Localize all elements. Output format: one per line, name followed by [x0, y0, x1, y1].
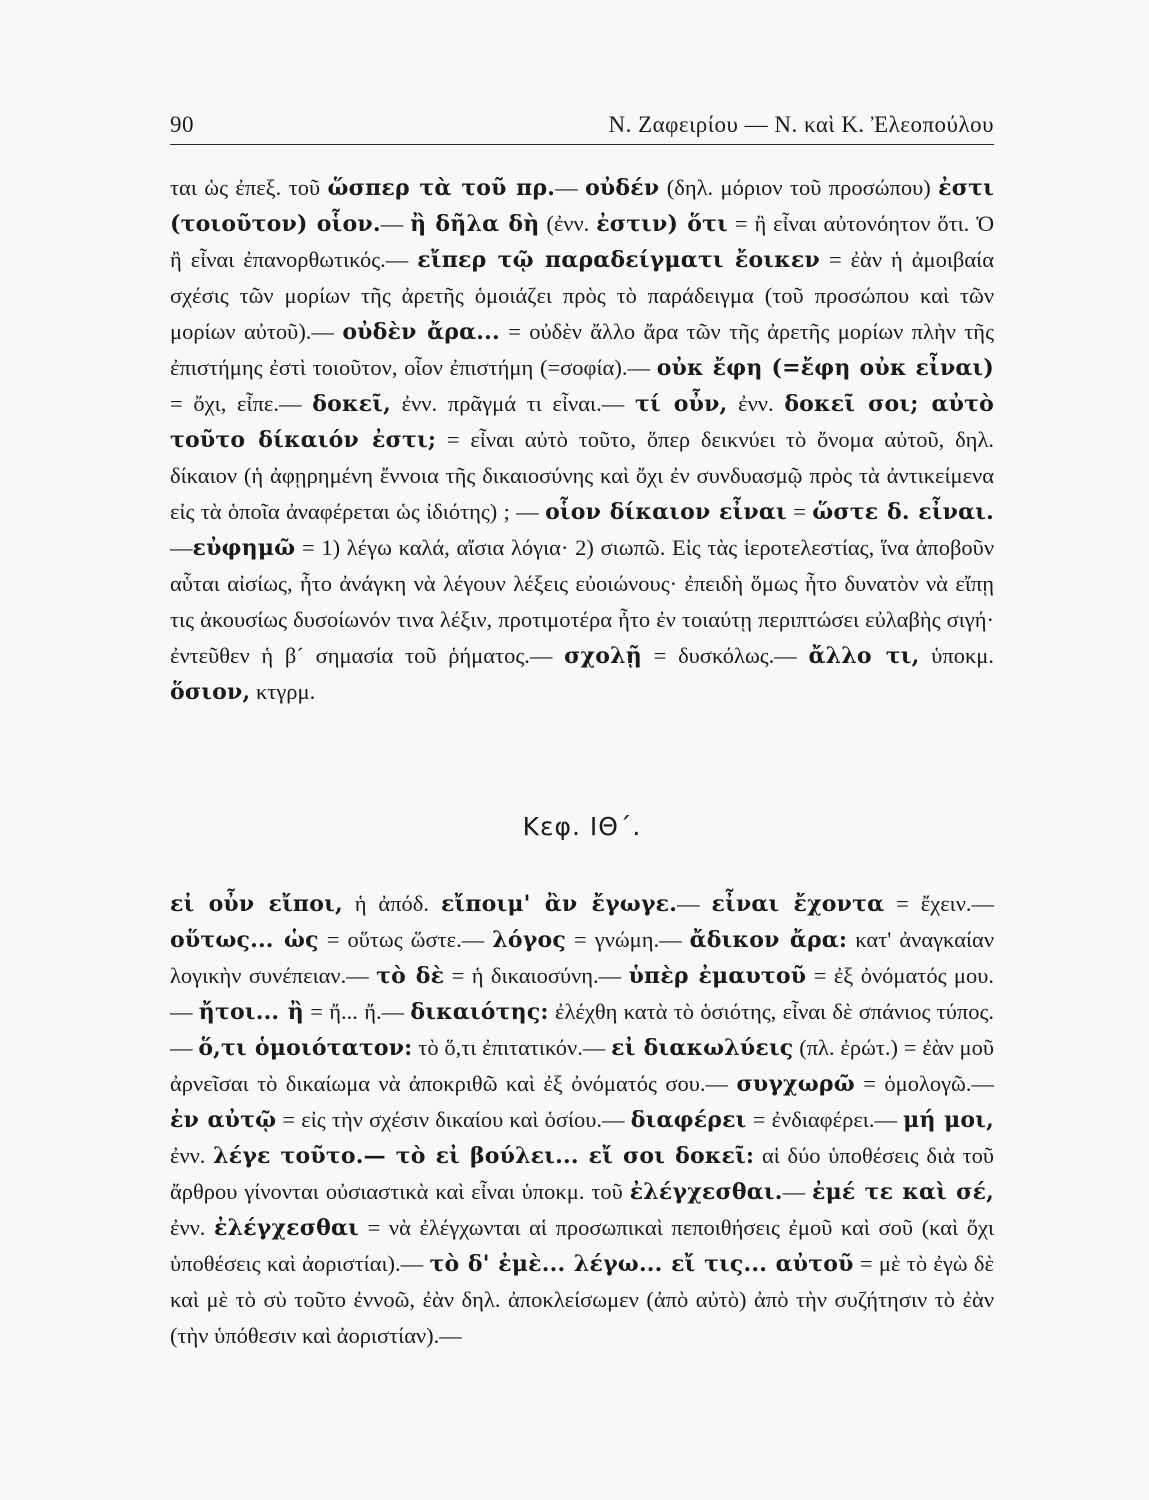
- commentary-paragraph-2: [170, 886, 994, 1354]
- commentary-section-2: [170, 886, 994, 1354]
- lemma-text: ἤτοι... ἢ: [198, 999, 305, 1025]
- gloss-text: (πλ. ἐρώτ.) = ἐὰν μοῦ ἀρνεῖσαι τὸ δικαίωμα νὰ ἀποκριθῶ καὶ ἐξ ὀνόματός σου.—: [170, 1035, 994, 1096]
- gloss-text: = ὄχι, εἶπε.—: [170, 391, 313, 416]
- lemma-text: οἷον δίκαιον εἶναι: [545, 499, 787, 525]
- gloss-text: = 1) λέγω καλά, αἴσια λόγια· 2) σιωπῶ. Εἰς τὰς ἱεροτελεστίας, ἵνα ἀποβοῦν αὗται αἰσίως, ἦτο ἀνάγκη νὰ λέγουν λέξεις εὐοιώνους· ἐπειδὴ ὅμως ἦτο δυνατὸν νὰ εἴπῃ τις ἀκουσίως δυσοίωνόν τινα λέξιν, προτιμοτέρα ἦτο ἐν τοιαύτῃ περιπτώσει εὐλαβὴς σιγή· ἐντεῦθεν ἡ β´ σημασία τοῦ ῥήματος.—: [170, 535, 994, 668]
- gloss-text: ὑποκμ.: [919, 643, 994, 668]
- lemma-text: ὥσπερ τὰ τοῦ πρ.: [327, 175, 556, 201]
- gloss-text: = οὐδὲν ἄλλο ἄρα τῶν τῆς ἀρετῆς μορίων πλὴν τῆς ἐπιστήμης ἐστὶ τοιοῦτον, οἷον ἐπιστήμη (=σοφία).—: [170, 319, 994, 380]
- gloss-text: ἐνν. πρᾶγμά τι εἶναι.—: [390, 391, 635, 416]
- lemma-text: δικαιότης:: [410, 999, 549, 1025]
- gloss-text: = ἢ εἶναι αὐτονόητον ὅτι. Ὁ ἢ εἶναι ἐπανορθωτικός.—: [170, 211, 995, 272]
- lemma-text: ἐλέγχεσθαι: [214, 1215, 360, 1241]
- lemma-text: δοκεῖ,: [312, 391, 391, 417]
- lemma-text: ἄλλο τι,: [808, 643, 920, 669]
- gloss-text: —: [555, 175, 586, 200]
- gloss-text: ἐνν.: [727, 391, 785, 416]
- lemma-text: ἐμέ τε καὶ σέ,: [812, 1179, 995, 1205]
- gloss-text: ἐλέχθη κατὰ τὸ ὁσιότης, εἶναι δὲ σπάνιος τύπος.—: [170, 999, 994, 1060]
- lemma-text: ὅσιον,: [170, 679, 251, 705]
- lemma-text: τὸ δὲ: [376, 963, 445, 989]
- lemma-text: εἴποιμ' ἂν ἔγωγε.: [440, 891, 678, 917]
- lemma-text: ὥστε δ. εἶναι.: [812, 499, 994, 525]
- lemma-text: συγχωρῶ: [736, 1071, 855, 1097]
- commentary-section-1: [170, 170, 994, 710]
- lemma-text: σχολῇ: [564, 643, 642, 669]
- gloss-text: (δηλ. μόριον τοῦ προσώπου): [659, 175, 939, 200]
- gloss-text: = οὕτως ὥστε.—: [318, 927, 493, 952]
- lemma-text: ἢ δῆλα δὴ: [410, 211, 540, 237]
- lemma-text: τί οὖν,: [634, 391, 728, 417]
- gloss-text: = ἐὰν ἡ ἀμοιβαία σχέσις τῶν μορίων τῆς ἀρετῆς ὁμοιάζει πρὸς τὸ παράδειγμα (τοῦ προσώπου καὶ τῶν μορίων αὐτοῦ).—: [170, 247, 994, 344]
- chapter-heading: Κεφ. ΙΘ΄.: [522, 812, 642, 841]
- gloss-text: = γνώμη.—: [565, 927, 690, 952]
- lemma-text: οὐκ ἔφη (=ἔφη οὐκ εἶναι): [656, 355, 994, 381]
- gloss-text: ται ὡς ἐπεξ. τοῦ: [170, 175, 328, 200]
- gloss-text: = νὰ ἐλέγχωνται αἱ προσωπικαὶ πεποιθήσεις ἐμοῦ καὶ σοῦ (καὶ ὄχι ὑποθέσεις καὶ ἀοριστίαι).—: [170, 1215, 994, 1276]
- header-rule: [170, 144, 994, 145]
- gloss-text: αἱ δύο ὑποθέσεις διὰ τοῦ ἄρθρου γίνονται οὐσιαστικὰ καὶ εἶναι ὑποκμ. τοῦ: [170, 1143, 995, 1204]
- gloss-text: = ἤ... ἤ.—: [304, 999, 411, 1024]
- gloss-text: = ἔχειν.—: [884, 891, 994, 916]
- gloss-text: —: [380, 211, 411, 236]
- gloss-text: = ἡ δικαιοσύνη.—: [444, 963, 629, 988]
- lemma-text: οὐδὲν ἄρα...: [342, 319, 500, 345]
- lemma-text: εὐφημῶ: [192, 535, 296, 561]
- gloss-text: ἡ ἀπόδ.: [342, 891, 441, 916]
- lemma-text: οὕτως... ὡς: [170, 927, 319, 953]
- lemma-text: τὸ δ' ἐμὲ... λέγω... εἴ τις... αὐτοῦ: [429, 1251, 854, 1277]
- running-head-authors: Ν. Ζαφειρίου — Ν. καὶ Κ. Ἐλεοπούλου: [608, 112, 994, 137]
- gloss-text: κατ' ἀναγκαίαν λογικὴν συνέπειαν.—: [170, 927, 994, 988]
- lemma-text: ἐστιν) ὅτι: [596, 211, 728, 237]
- gloss-text: = δυσκόλως.—: [641, 643, 809, 668]
- lemma-text: εἰ διακωλύεις: [611, 1035, 794, 1061]
- gloss-text: = εἶναι αὐτὸ τοῦτο, ὅπερ δεικνύει τὸ ὄνομα αὐτοῦ, δηλ. δίκαιον (ἡ ἀφῃρημένη ἔννοια τῆς δικαιοσύνης καὶ ὄχι ἐν συνδυασμῷ πρὸς τὰ ἀντικείμενα εἰς τὰ ὁποῖα ἀναφέρεται ὡς ἰδιότης) ; —: [170, 427, 994, 524]
- gloss-text: (ἐνν.: [539, 211, 597, 236]
- commentary-paragraph-1: [170, 170, 994, 710]
- lemma-text: ἄδικον ἄρα:: [689, 927, 848, 953]
- lemma-text: ὅ,τι ὁμοιότατον:: [198, 1035, 413, 1061]
- gloss-text: κτγρμ.: [250, 679, 316, 704]
- gloss-text: —: [677, 891, 712, 916]
- gloss-text: =: [786, 499, 813, 524]
- gloss-text: —: [170, 535, 193, 560]
- lemma-text: λόγος: [492, 927, 566, 953]
- lemma-text: μή μοι,: [903, 1107, 994, 1133]
- lemma-text: ἐστι (τοιοῦτον) οἷον.: [170, 175, 995, 237]
- lemma-text: εἰ οὖν εἴποι,: [170, 891, 343, 917]
- gloss-text: τὸ ὅ,τι ἐπιτατικόν.—: [412, 1035, 612, 1060]
- lemma-text: ἐν αὐτῷ: [170, 1107, 277, 1133]
- gloss-text: = ἐξ ὀνόματός μου.—: [170, 963, 994, 1024]
- page-number: 90: [170, 112, 194, 137]
- lemma-text: ὑπὲρ ἐμαυτοῦ: [628, 963, 807, 989]
- gloss-text: = εἰς τὴν σχέσιν δικαίου καὶ ὁσίου.—: [276, 1107, 631, 1132]
- gloss-text: —: [782, 1179, 813, 1204]
- lemma-text: εἶναι ἔχοντα: [711, 891, 885, 917]
- lemma-text: λέγε τοῦτο.— τὸ εἰ βούλει... εἴ σοι δοκεῖ:: [213, 1143, 755, 1169]
- lemma-text: εἴπερ τῷ παραδείγματι ἔοικεν: [417, 247, 820, 273]
- gloss-text: = ὁμολογῶ.—: [854, 1071, 994, 1096]
- gloss-text: = ἐνδιαφέρει.—: [746, 1107, 904, 1132]
- lemma-text: οὐδέν: [585, 175, 660, 201]
- running-head: [170, 108, 994, 144]
- gloss-text: ἐνν.: [170, 1143, 214, 1168]
- lemma-text: ἐλέγχεσθαι.: [629, 1179, 783, 1205]
- lemma-text: δοκεῖ σοι; αὐτὸ τοῦτο δίκαιόν ἐστι;: [170, 391, 995, 453]
- lemma-text: διαφέρει: [630, 1107, 747, 1133]
- gloss-text: ἐνν.: [170, 1215, 215, 1240]
- gloss-text: = μὲ τὸ ἐγὼ δὲ καὶ μὲ τὸ σὺ τοῦτο ἐννοῶ, ἐὰν δηλ. ἀποκλείσωμεν (ἀπὸ αὐτὸ) ἀπὸ τὴν συζήτησιν τὸ ἐὰν (τὴν ὑπόθεσιν καὶ ἀοριστίαν).—: [170, 1251, 994, 1348]
